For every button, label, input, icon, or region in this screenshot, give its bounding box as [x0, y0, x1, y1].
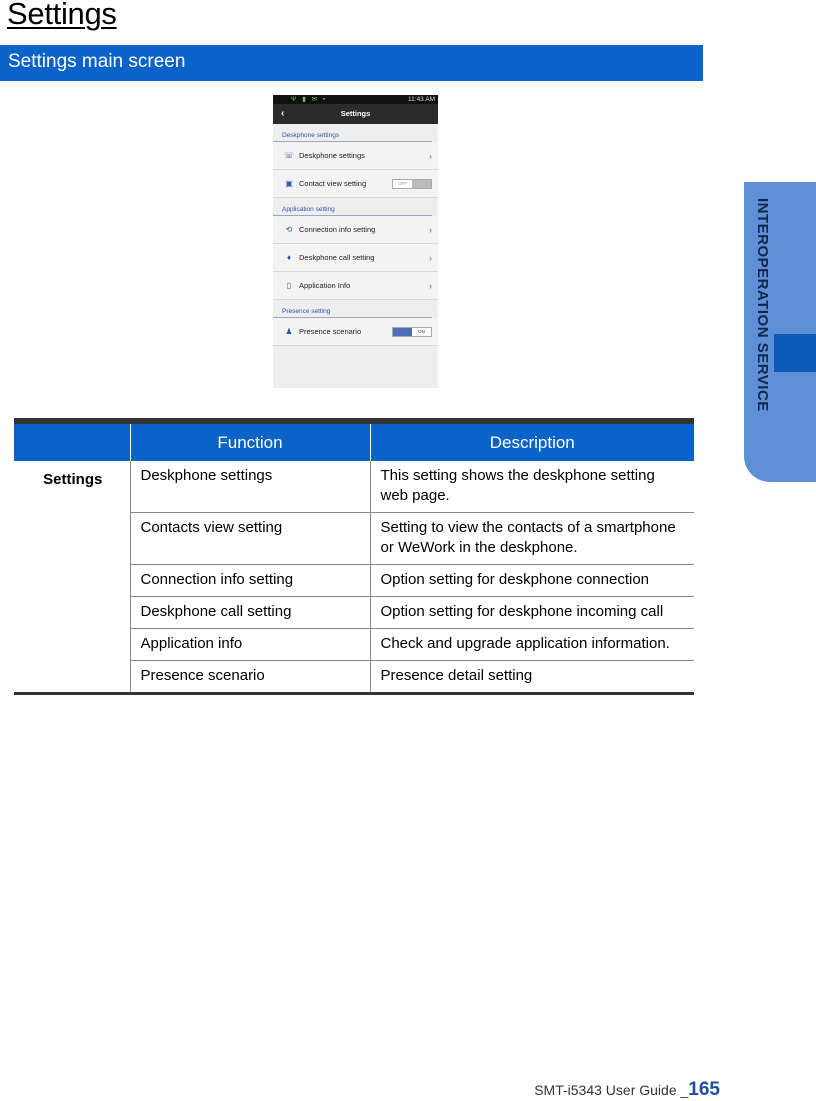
page-number: 165 [688, 1079, 720, 1100]
phone-row-label: Deskphone call setting [299, 253, 375, 262]
description-cell: Presence detail setting [370, 661, 694, 694]
phone-row-label: Application Info [299, 281, 351, 290]
phone-row-label: Contact view setting [299, 179, 367, 188]
phone-row-connection-info-setting[interactable] [273, 216, 438, 244]
status-bar [273, 95, 438, 104]
info-icon: ▯ [286, 281, 292, 290]
toggle-state-text: ON [412, 328, 431, 336]
description-cell: Check and upgrade application information. [370, 629, 694, 661]
settings-table [14, 418, 694, 695]
page-title: Settings [7, 0, 117, 31]
function-cell: Deskphone call setting [130, 597, 370, 629]
toggle-state-text: OFF [393, 180, 412, 188]
function-cell: Contacts view setting [130, 513, 370, 565]
phone-row-label: Deskphone settings [299, 151, 365, 160]
app-title: Settings [340, 109, 371, 118]
description-cell: This setting shows the deskphone setting web page. [370, 461, 694, 513]
chevron-right-icon: › [429, 150, 432, 161]
header-blank [14, 421, 130, 461]
phone-row-deskphone-settings[interactable] [273, 142, 438, 170]
toggle-knob [412, 180, 431, 188]
contact-view-toggle[interactable] [392, 179, 432, 189]
section-heading: Settings main screen [0, 45, 703, 81]
sync-icon: ⟲ [285, 225, 293, 234]
chapter-tab-marker [774, 334, 816, 372]
chevron-right-icon: › [429, 280, 432, 291]
table-row [14, 461, 694, 513]
phone-section-heading: Application setting [273, 202, 432, 216]
chapter-tab-label: INTEROPERATION SERVICE [754, 198, 771, 412]
function-cell: Deskphone settings [130, 461, 370, 513]
phone-settings-icon: ☏ [283, 151, 294, 160]
description-cell: Setting to view the contacts of a smartphone or WeWork in the deskphone. [370, 513, 694, 565]
phone-row-application-info[interactable] [273, 272, 438, 300]
phone-row-contact-view-setting[interactable] [273, 170, 438, 198]
phone-screenshot [273, 95, 438, 388]
description-cell: Option setting for deskphone incoming call [370, 597, 694, 629]
chapter-side-tab [744, 182, 816, 482]
status-time: 11:43 AM [408, 96, 435, 103]
page-footer [534, 1079, 720, 1101]
chevron-right-icon: › [429, 224, 432, 235]
back-arrow-icon[interactable]: ‹ [281, 108, 285, 119]
phone-row-deskphone-call-setting[interactable] [273, 244, 438, 272]
table-header-row [14, 421, 694, 461]
bell-icon: ♦ [286, 253, 292, 262]
function-cell: Presence scenario [130, 661, 370, 694]
presence-icon: ♟ [285, 327, 293, 336]
header-description: Description [370, 421, 694, 461]
toggle-knob [393, 328, 412, 336]
group-label: Settings [14, 461, 130, 694]
header-function: Function [130, 421, 370, 461]
presence-toggle[interactable] [392, 327, 432, 337]
phone-section-heading: Presence setting [273, 304, 432, 318]
chevron-right-icon: › [429, 252, 432, 263]
contact-icon: ▣ [285, 179, 293, 188]
description-cell: Option setting for deskphone connection [370, 565, 694, 597]
guide-name: SMT-i5343 User Guide _ [534, 1082, 689, 1098]
status-icons: Ψ ▮ ✉ ▪ [291, 96, 328, 103]
phone-row-presence-scenario[interactable] [273, 318, 438, 346]
app-bar [273, 104, 438, 124]
phone-section-heading: Deskphone settings [273, 128, 432, 142]
phone-row-label: Presence scenario [299, 327, 362, 336]
function-cell: Connection info setting [130, 565, 370, 597]
phone-row-label: Connection info setting [299, 225, 376, 234]
function-cell: Application info [130, 629, 370, 661]
